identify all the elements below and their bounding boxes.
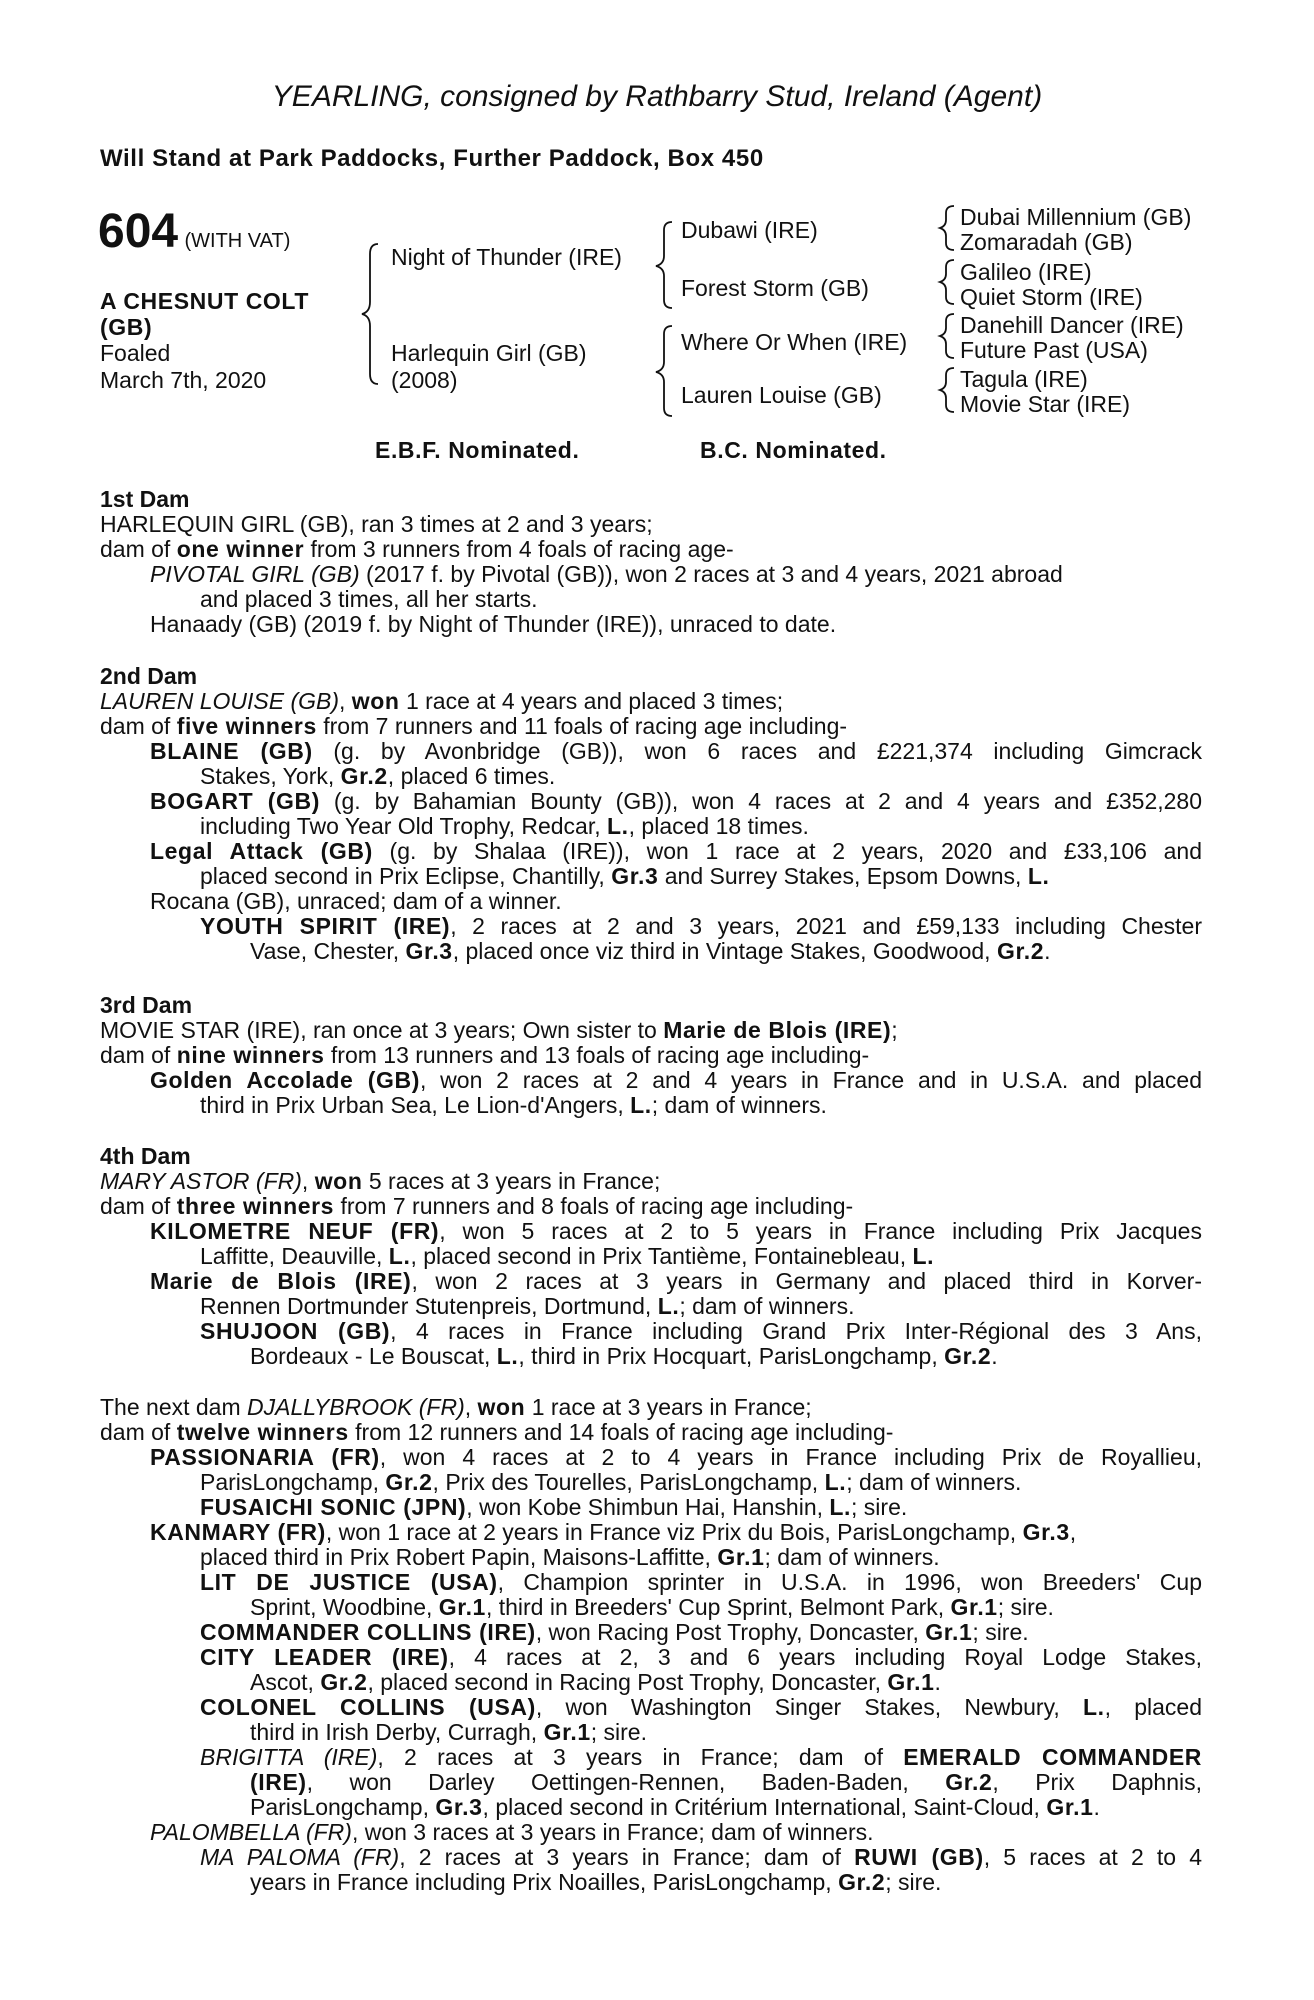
produce-entry-cont: third in Prix Urban Sea, Le Lion-d'Angers, L.; dam of winners. (200, 1092, 827, 1118)
pedigree-dam: Harlequin Girl (GB) (391, 340, 587, 366)
first-dam-section (100, 487, 1202, 637)
dam-produce-line: dam of twelve winners from 12 runners and 14 foals of racing age including- (100, 1419, 894, 1445)
pedigree-sire-sire: Dubawi (IRE) (681, 217, 818, 243)
produce-entry-cont: placed second in Prix Eclipse, Chantilly, Gr.3 and Surrey Stakes, Epsom Downs, L. (200, 863, 1050, 889)
pedigree-dam-year: (2008) (391, 367, 458, 393)
section-heading: 1st Dam (100, 486, 190, 512)
produce-entry: Golden Accolade (GB), won 2 races at 2 and 4 years in France and in U.S.A. and placed (150, 1068, 1202, 1093)
produce-entry-cont: Rennen Dortmunder Stutenpreis, Dortmund, L.; dam of winners. (200, 1293, 855, 1319)
dam-line: LAUREN LOUISE (GB), won 1 race at 4 years and placed 3 times; (100, 688, 784, 714)
produce-entry-cont: ParisLongchamp, Gr.2, Prix des Tourelles, ParisLongchamp, L.; dam of winners. (200, 1469, 1022, 1495)
produce-entry: FUSAICHI SONIC (JPN), won Kobe Shimbun Hai, Hanshin, L.; sire. (200, 1494, 908, 1520)
pedigree-dam-dam: Lauren Louise (GB) (681, 382, 882, 408)
second-dam-section (100, 664, 1202, 964)
produce-entry-cont: placed third in Prix Robert Papin, Maisons-Laffitte, Gr.1; dam of winners. (200, 1544, 940, 1570)
lot-description-1: A CHESNUT COLT (100, 288, 309, 314)
produce-entry: PASSIONARIA (FR), won 4 races at 2 to 4 years in France including Prix de Royallieu, (150, 1445, 1202, 1470)
vat-label: (WITH VAT) (184, 230, 291, 252)
produce-entry: PIVOTAL GIRL (GB) (2017 f. by Pivotal (GB)), won 2 races at 3 and 4 years, 2021 abroad (150, 561, 1063, 587)
produce-entry: PALOMBELLA (FR), won 3 races at 3 years in France; dam of winners. (150, 1819, 874, 1845)
brace-gen3-c (940, 314, 954, 358)
pedigree-ddd: Movie Star (IRE) (960, 391, 1130, 417)
fourth-dam-section (100, 1144, 1202, 1369)
produce-entry: COMMANDER COLLINS (IRE), won Racing Post Trophy, Doncaster, Gr.1; sire. (200, 1619, 1029, 1645)
section-heading: 3rd Dam (100, 992, 193, 1018)
produce-entry: SHUJOON (GB), 4 races in France including Grand Prix Inter-Régional des 3 Ans, (200, 1319, 1202, 1344)
foaled-label: Foaled (100, 340, 171, 366)
third-dam-section (100, 993, 1202, 1118)
produce-entry-cont: ParisLongchamp, Gr.3, placed second in Critérium International, Saint-Cloud, Gr.1. (250, 1794, 1100, 1820)
dam-line: MOVIE STAR (IRE), ran once at 3 years; Own sister to Marie de Blois (IRE); (100, 1017, 898, 1043)
foaled-date: March 7th, 2020 (100, 367, 267, 393)
pedigree-dsd: Future Past (USA) (960, 337, 1148, 363)
produce-entry: COLONEL COLLINS (USA), won Washington Singer Stakes, Newbury, L., placed (200, 1695, 1202, 1720)
brace-gen2-dam (656, 326, 672, 416)
produce-entry-cont: Bordeaux - Le Bouscat, L., third in Prix Hocquart, ParisLongchamp, Gr.2. (250, 1343, 998, 1369)
dam-produce-line: dam of one winner from 3 runners from 4 foals of racing age- (100, 536, 734, 562)
page-title: YEARLING, consigned by Rathbarry Stud, Ireland (Agent) (271, 80, 1043, 113)
bc-nomination: B.C. Nominated. (700, 437, 887, 463)
dam-produce-line: dam of five winners from 7 runners and 11 foals of racing age including- (100, 713, 848, 739)
stand-location: Will Stand at Park Paddocks, Further Paddock, Box 450 (100, 145, 764, 172)
produce-entry: KILOMETRE NEUF (FR), won 5 races at 2 to 5 years in France including Prix Jacques (150, 1219, 1202, 1244)
produce-entry-cont: years in France including Prix Noailles, ParisLongchamp, Gr.2; sire. (250, 1869, 942, 1895)
brace-gen1 (362, 244, 378, 384)
produce-entry: BOGART (GB) (g. by Bahamian Bounty (GB)), won 4 races at 2 and 4 years and £352,280 (150, 789, 1202, 814)
produce-entry: Legal Attack (GB) (g. by Shalaa (IRE)), won 1 race at 2 years, 2020 and £33,106 and (150, 839, 1202, 864)
produce-entry-cont: Vase, Chester, Gr.3, placed once viz third in Vintage Stakes, Goodwood, Gr.2. (250, 938, 1051, 964)
dam-line: HARLEQUIN GIRL (GB), ran 3 times at 2 and 3 years; (100, 511, 653, 537)
pedigree-dds: Tagula (IRE) (960, 366, 1088, 392)
produce-entry: YOUTH SPIRIT (IRE), 2 races at 2 and 3 years, 2021 and £59,133 including Chester (200, 914, 1202, 939)
produce-entry-cont: (IRE), won Darley Oettingen-Rennen, Baden-Baden, Gr.2, Prix Daphnis, (250, 1770, 1202, 1795)
pedigree-dss: Danehill Dancer (IRE) (960, 312, 1184, 338)
produce-entry: LIT DE JUSTICE (USA), Champion sprinter in U.S.A. in 1996, won Breeders' Cup (200, 1570, 1202, 1595)
produce-entry: KANMARY (FR), won 1 race at 2 years in France viz Prix du Bois, ParisLongchamp, Gr.3, (150, 1519, 1077, 1545)
lot-description-2: (GB) (100, 314, 153, 340)
produce-entry: CITY LEADER (IRE), 4 races at 2, 3 and 6 years including Royal Lodge Stakes, (200, 1645, 1202, 1670)
produce-entry: Rocana (GB), unraced; dam of a winner. (150, 888, 562, 914)
dam-line: The next dam DJALLYBROOK (FR), won 1 race at 3 years in France; (100, 1394, 812, 1420)
section-heading: 4th Dam (100, 1143, 191, 1169)
dam-produce-line: dam of nine winners from 13 runners and 13 foals of racing age including- (100, 1042, 870, 1068)
brace-gen3-d (940, 368, 954, 412)
produce-entry-cont: Ascot, Gr.2, placed second in Racing Post Trophy, Doncaster, Gr.1. (250, 1669, 941, 1695)
pedigree-sds: Galileo (IRE) (960, 259, 1092, 285)
produce-entry-cont: including Two Year Old Trophy, Redcar, L., placed 18 times. (200, 813, 809, 839)
produce-entry-cont: Sprint, Woodbine, Gr.1, third in Breeders' Cup Sprint, Belmont Park, Gr.1; sire. (250, 1594, 1054, 1620)
section-heading: 2nd Dam (100, 663, 198, 689)
pedigree-sdd: Quiet Storm (IRE) (960, 284, 1143, 310)
dam-produce-line: dam of three winners from 7 runners and 8 foals of racing age including- (100, 1193, 854, 1219)
produce-entry: Marie de Blois (IRE), won 2 races at 3 years in Germany and placed third in Korver- (150, 1269, 1202, 1294)
produce-entry-cont: and placed 3 times, all her starts. (200, 586, 538, 612)
produce-entry-cont: third in Irish Derby, Curragh, Gr.1; sire. (250, 1719, 647, 1745)
produce-entry: BLAINE (GB) (g. by Avonbridge (GB)), won 6 races and £221,374 including Gimcrack (150, 739, 1202, 764)
ebf-nomination: E.B.F. Nominated. (375, 437, 580, 463)
pedigree-sss: Dubai Millennium (GB) (960, 204, 1192, 230)
produce-entry: MA PALOMA (FR), 2 races at 3 years in France; dam of RUWI (GB), 5 races at 2 to 4 (200, 1845, 1202, 1870)
brace-gen3-b (940, 260, 954, 304)
produce-entry-cont: Laffitte, Deauville, L., placed second in Prix Tantième, Fontainebleau, L. (200, 1243, 935, 1269)
produce-entry: Hanaady (GB) (2019 f. by Night of Thunder (IRE)), unraced to date. (150, 611, 837, 637)
dam-line: MARY ASTOR (FR), won 5 races at 3 years in France; (100, 1168, 661, 1194)
pedigree-sire: Night of Thunder (IRE) (391, 244, 622, 270)
pedigree-dam-sire: Where Or When (IRE) (681, 329, 908, 355)
brace-gen2-sire (656, 222, 672, 308)
produce-entry: BRIGITTA (IRE), 2 races at 3 years in France; dam of EMERALD COMMANDER (200, 1745, 1202, 1770)
brace-gen3-a (940, 206, 954, 250)
lot-number: 604 (98, 205, 179, 258)
next-dam-section (100, 1395, 1202, 1895)
pedigree-sire-dam: Forest Storm (GB) (681, 275, 869, 301)
produce-entry-cont: Stakes, York, Gr.2, placed 6 times. (200, 763, 556, 789)
pedigree-ssd: Zomaradah (GB) (960, 229, 1133, 255)
